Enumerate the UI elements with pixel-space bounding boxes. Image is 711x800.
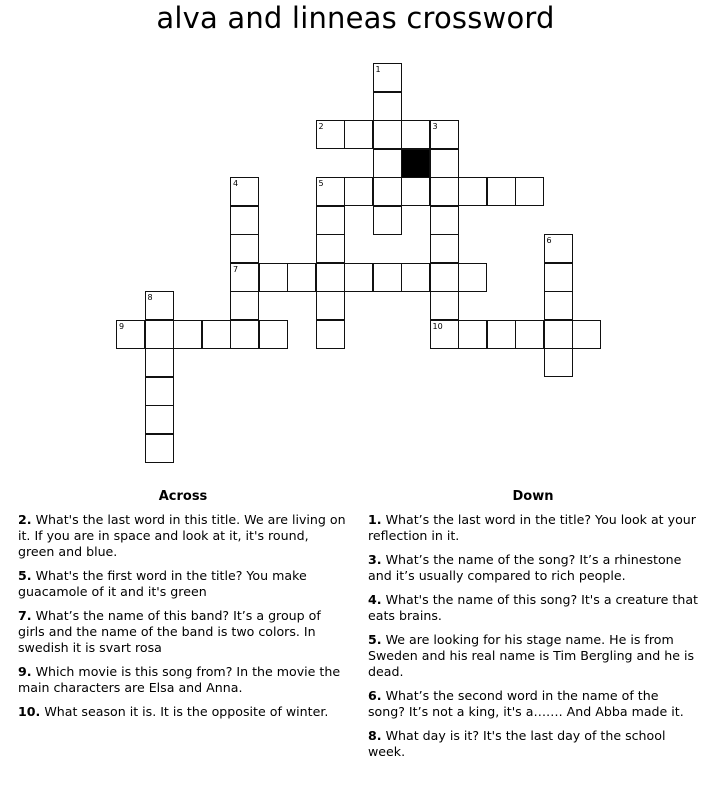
grid-cell[interactable] <box>230 234 259 263</box>
across-clue <box>18 664 348 696</box>
grid-cell[interactable] <box>430 177 459 206</box>
grid-cell[interactable] <box>430 291 459 320</box>
grid-cell[interactable] <box>259 263 288 292</box>
clue-num: 2. <box>18 512 32 527</box>
grid-cell[interactable] <box>373 63 402 92</box>
clue-num: 3. <box>368 552 382 567</box>
grid-cell[interactable] <box>373 263 402 292</box>
clue-text: What's the first word in the title? You make guacamole of it and it's green <box>18 568 307 599</box>
grid-cell[interactable] <box>316 120 345 149</box>
grid-cell[interactable] <box>544 234 573 263</box>
clue-text: What’s the name of this band? It’s a group of girls and the name of the band is two colors. In swedish it is svart rosa <box>18 608 321 655</box>
clue-number: 8 <box>147 293 153 302</box>
grid-cell[interactable] <box>572 320 601 349</box>
grid-cell[interactable] <box>316 177 345 206</box>
clue-text: What season it is. It is the opposite of winter. <box>44 704 329 719</box>
across-clues <box>18 489 348 728</box>
page-title: alva and linneas crossword <box>156 1 555 35</box>
grid-cell[interactable] <box>430 206 459 235</box>
grid-cell[interactable] <box>487 177 516 206</box>
grid-cell[interactable] <box>544 320 573 349</box>
clue-number: 2 <box>318 122 324 131</box>
grid-cell[interactable] <box>515 320 544 349</box>
grid-cell[interactable] <box>544 263 573 292</box>
grid-cell[interactable] <box>259 320 288 349</box>
grid-cell[interactable] <box>145 434 174 463</box>
grid-cell[interactable] <box>316 263 345 292</box>
grid-cell[interactable] <box>230 263 259 292</box>
clue-text: What’s the last word in the title? You look at your reflection in it. <box>368 512 696 543</box>
grid-cell[interactable] <box>316 320 345 349</box>
down-clue <box>368 512 698 544</box>
grid-cell[interactable] <box>458 320 487 349</box>
across-clue <box>18 608 348 656</box>
clue-num: 9. <box>18 664 32 679</box>
clue-number: 9 <box>119 321 125 331</box>
down-clue <box>368 552 698 584</box>
grid-cell[interactable] <box>458 177 487 206</box>
clue-number: 7 <box>233 264 239 274</box>
grid-block-cell <box>401 149 430 178</box>
grid-cell[interactable] <box>487 320 516 349</box>
grid-cell[interactable] <box>401 177 430 206</box>
clue-text: Which movie is this song from? In the movie the main characters are Elsa and Anna. <box>18 664 341 695</box>
grid-cell[interactable] <box>145 405 174 434</box>
grid-cell[interactable] <box>401 263 430 292</box>
grid-cell[interactable] <box>373 92 402 121</box>
clue-number: 1 <box>375 65 381 74</box>
grid-cell[interactable] <box>430 263 459 292</box>
clue-number: 4 <box>233 179 239 188</box>
clue-number: 3 <box>432 122 438 131</box>
grid-cell[interactable] <box>145 377 174 406</box>
grid-cell[interactable] <box>430 120 459 149</box>
clue-number: 6 <box>546 236 552 245</box>
grid-cell[interactable] <box>373 149 402 178</box>
down-clue <box>368 632 698 680</box>
clue-text: What’s the name of the song? It’s a rhinestone and it’s usually compared to rich people. <box>368 552 682 583</box>
grid-cell[interactable] <box>430 234 459 263</box>
grid-cell[interactable] <box>544 348 573 377</box>
clue-num: 4. <box>368 592 382 607</box>
grid-cell[interactable] <box>116 320 145 349</box>
grid-cell[interactable] <box>316 234 345 263</box>
grid-cell[interactable] <box>316 206 345 235</box>
clue-num: 5. <box>368 632 382 647</box>
grid-cell[interactable] <box>515 177 544 206</box>
grid-cell[interactable] <box>544 291 573 320</box>
grid-cell[interactable] <box>430 320 459 349</box>
clue-text: What’s the second word in the name of the song? It’s not a king, it's a……. And Abba made it. <box>368 688 684 719</box>
clue-num: 7. <box>18 608 32 623</box>
across-clue <box>18 512 348 560</box>
grid-cell[interactable] <box>344 263 373 292</box>
across-heading: Across <box>158 489 208 504</box>
grid-cell[interactable] <box>401 120 430 149</box>
grid-cell[interactable] <box>145 320 174 349</box>
clue-text: What's the name of this song? It's a creature that eats brains. <box>368 592 698 623</box>
across-clue <box>18 568 348 600</box>
clue-num: 6. <box>368 688 382 703</box>
grid-cell[interactable] <box>344 177 373 206</box>
clue-num: 8. <box>368 728 382 743</box>
grid-cell[interactable] <box>230 320 259 349</box>
grid-cell[interactable] <box>430 149 459 178</box>
grid-cell[interactable] <box>230 206 259 235</box>
clue-number: 10 <box>432 321 443 331</box>
down-clues <box>368 489 698 768</box>
grid-cell[interactable] <box>458 263 487 292</box>
across-clue <box>18 704 348 720</box>
down-heading: Down <box>512 489 554 504</box>
clue-text: What's the last word in this title. We are living on it. If you are in space and look at it, it's round, green and blue. <box>18 512 346 559</box>
clue-num: 1. <box>368 512 382 527</box>
grid-cell[interactable] <box>230 291 259 320</box>
grid-cell[interactable] <box>145 348 174 377</box>
clue-text: We are looking for his stage name. He is from Sweden and his real name is Tim Bergling and he is dead. <box>368 632 695 679</box>
grid-cell[interactable] <box>373 177 402 206</box>
clue-num: 5. <box>18 568 32 583</box>
clue-num: 10. <box>18 704 41 719</box>
down-clue <box>368 592 698 624</box>
grid-cell[interactable] <box>145 291 174 320</box>
grid-cell[interactable] <box>373 206 402 235</box>
down-clue <box>368 728 698 760</box>
grid-cell[interactable] <box>230 177 259 206</box>
clue-number: 5 <box>318 179 324 188</box>
grid-cell[interactable] <box>316 291 345 320</box>
grid-cell[interactable] <box>173 320 202 349</box>
grid-cell[interactable] <box>202 320 231 349</box>
grid-cell[interactable] <box>287 263 316 292</box>
grid-cell[interactable] <box>344 120 373 149</box>
grid-cell[interactable] <box>373 120 402 149</box>
clue-text: What day is it? It's the last day of the school week. <box>368 728 666 759</box>
down-clue <box>368 688 698 720</box>
